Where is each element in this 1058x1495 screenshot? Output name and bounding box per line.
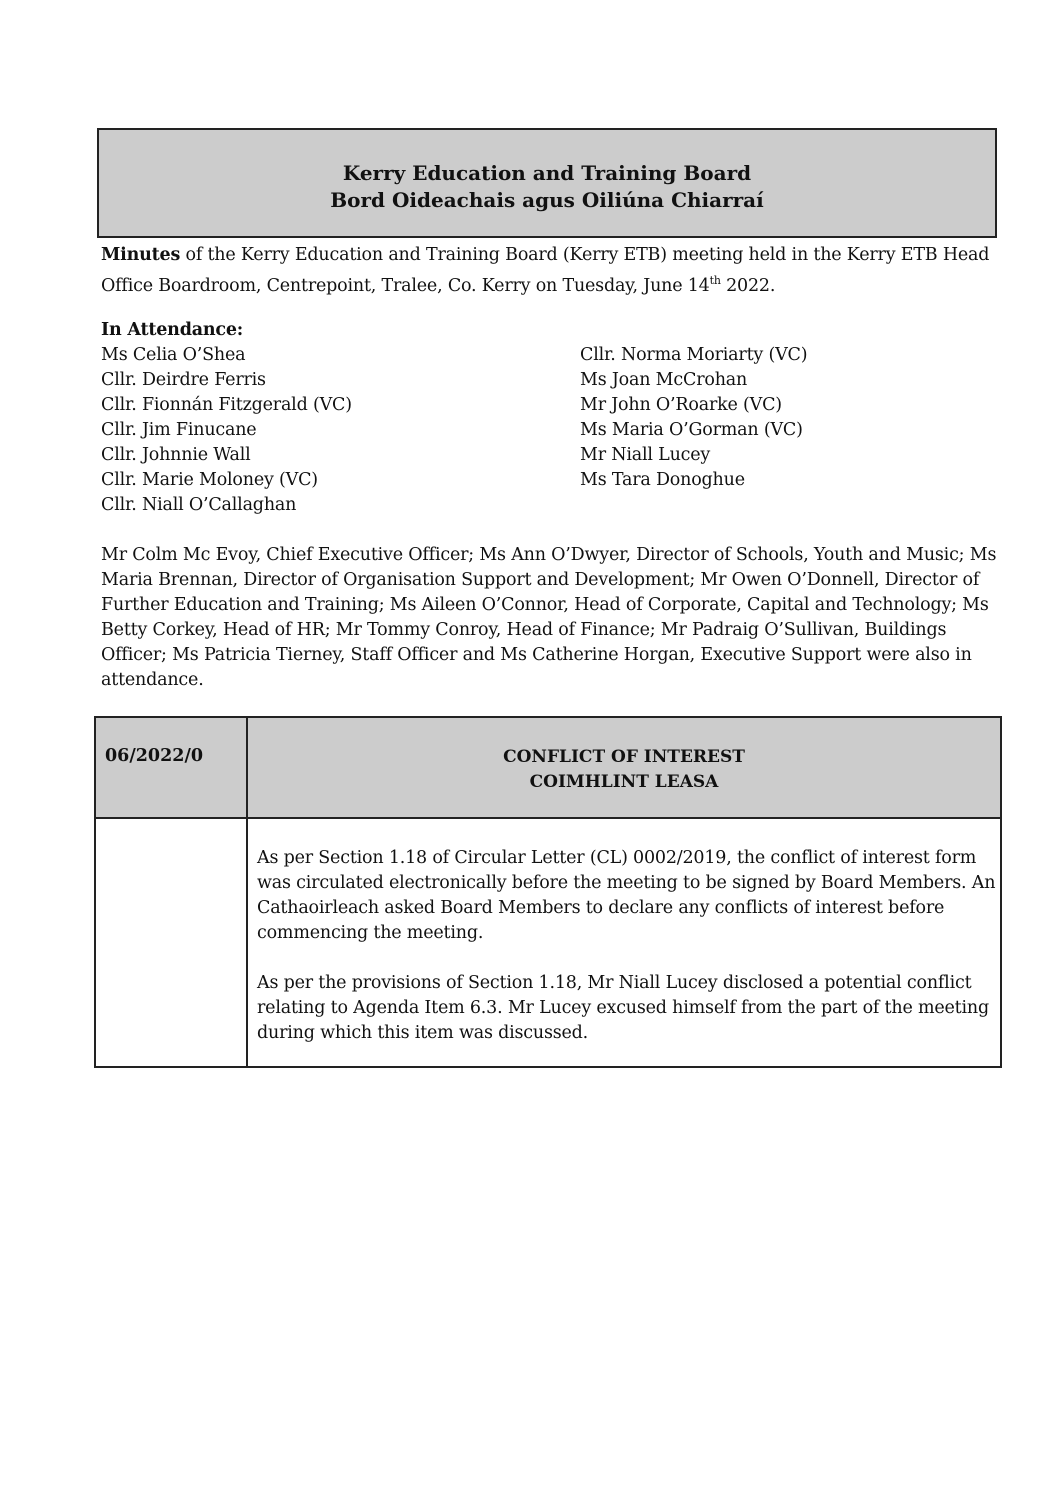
attendee-name: Ms Tara Donoghue xyxy=(580,470,745,490)
title-box xyxy=(97,128,997,238)
attendees-right-column xyxy=(580,343,807,493)
attendee-name: Cllr. Norma Moriarty (VC) xyxy=(580,345,808,365)
attendee-name: Cllr. Fionnán Fitzgerald (VC) xyxy=(101,395,352,415)
item-title xyxy=(248,745,1000,795)
item-paragraph: As per the provisions of Section 1.18, Mr Niall Lucey disclosed a potential conflict relating to Agenda Item 6.3. Mr Lucey excused himself from the part of the meeting during which this item was discussed. xyxy=(257,973,989,1043)
minutes-intro-end: 2022. xyxy=(720,275,776,296)
attendance-heading: In Attendance: xyxy=(101,320,244,340)
attendee-name: Ms Joan McCrohan xyxy=(580,370,748,390)
item-body xyxy=(257,846,997,1071)
minutes-intro xyxy=(101,243,1001,299)
attendees-left-column xyxy=(101,343,352,518)
item-title-english: CONFLICT OF INTEREST xyxy=(503,747,745,767)
minutes-intro-text: of the Kerry Education and Training Board (Kerry ETB) meeting held in the Kerry ETB Head Office Boardroom, Centrepoint, Tralee, Co. Kerry on Tuesday, June 14 xyxy=(101,245,990,296)
attendee-name: Cllr. Niall O’Callaghan xyxy=(101,495,297,515)
item-number: 06/2022/0 xyxy=(105,746,204,766)
attendee-name: Mr Niall Lucey xyxy=(580,445,711,465)
attendee-name: Mr John O’Roarke (VC) xyxy=(580,395,782,415)
date-suffix: th xyxy=(709,274,721,287)
item-paragraph: As per Section 1.18 of Circular Letter (CL) 0002/2019, the conflict of interest form was circulated electronically before the meeting to be signed by Board Members. An Cathaoirleach asked Board Members to declare any conflicts of interest before commencing the meeting. xyxy=(257,848,996,943)
attendee-name: Ms Maria O’Gorman (VC) xyxy=(580,420,803,440)
agenda-item-table xyxy=(94,716,1002,1068)
minutes-lead: Minutes xyxy=(101,245,181,265)
agenda-item-header xyxy=(96,718,1000,819)
attendee-name: Cllr. Deirdre Ferris xyxy=(101,370,266,390)
attendee-name: Cllr. Marie Moloney (VC) xyxy=(101,470,318,490)
attendee-name: Ms Celia O’Shea xyxy=(101,345,246,365)
column-divider xyxy=(246,718,248,1066)
attendee-name: Cllr. Jim Finucane xyxy=(101,420,257,440)
board-title-irish: Bord Oideachais agus Oiliúna Chiarraí xyxy=(330,188,764,212)
board-title-english: Kerry Education and Training Board xyxy=(342,161,752,185)
item-title-irish: COIMHLINT LEASA xyxy=(529,772,719,792)
staff-attendance: Mr Colm Mc Evoy, Chief Executive Officer; Ms Ann O’Dwyer, Director of Schools, Youth and Music; Ms Maria Brennan, Director of Organisation Support and Development; Mr Owen O’Donnell, Director of Further Education and Training; Ms Aileen O’Connor, Head of Corporate, Capital and Technology; Ms Betty Corkey, Head of HR; Mr Tommy Conroy, Head of Finance; Mr Padraig O’Sullivan, Buildings Officer; Ms Patricia Tierney, Staff Officer and Ms Catherine Horgan, Executive Support were also in attendance. xyxy=(101,545,997,690)
attendee-name: Cllr. Johnnie Wall xyxy=(101,445,251,465)
